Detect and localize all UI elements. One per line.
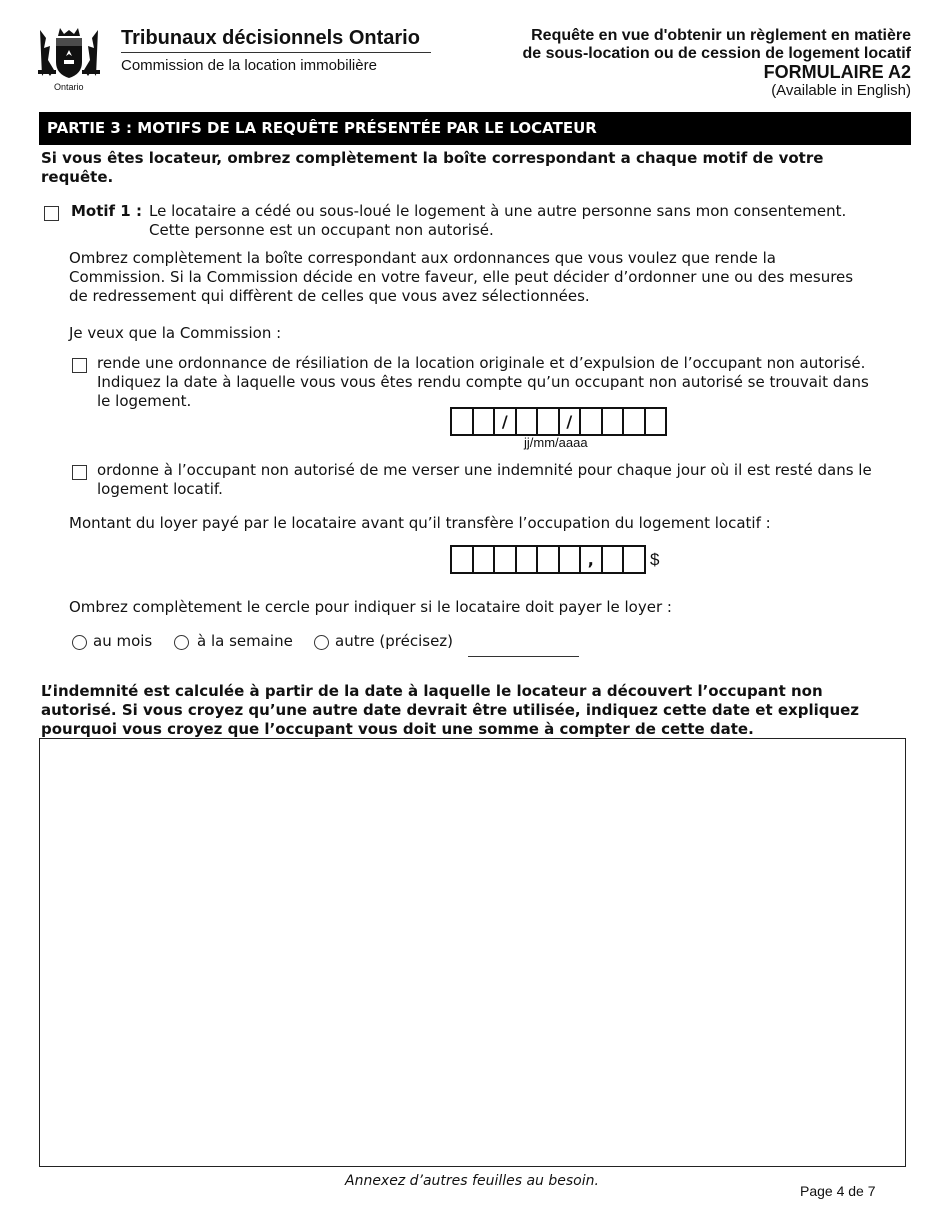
form-id: FORMULAIRE A2	[763, 62, 911, 82]
indemnity-line1: L’indemnité est calculée à partir de la date à laquelle le locateur a découvert l’occupant non	[41, 682, 823, 700]
period-monthly-radio[interactable]	[72, 635, 87, 650]
option-compensation-checkbox[interactable]	[72, 465, 87, 480]
form-title-line2: de sous-location ou de cession de logement locatif	[522, 45, 911, 62]
part-instruction-line1: Si vous êtes locateur, ombrez complètement la boîte correspondant a chaque motif de votre	[41, 149, 824, 167]
date-cell[interactable]	[646, 409, 668, 434]
amount-cell[interactable]	[560, 547, 582, 572]
option1-line1: rende une ordonnance de résiliation de la location originale et d’expulsion de l’occupant non autorisé.	[97, 354, 866, 372]
motif1-checkbox[interactable]	[44, 206, 59, 221]
amount-cell[interactable]	[517, 547, 539, 572]
part-title-bar: PARTIE 3 : MOTIFS DE LA REQUÊTE PRÉSENTÉE PAR LE LOCATEUR	[39, 112, 911, 145]
page-number: Page 4 de 7	[800, 1183, 876, 1199]
date-cell[interactable]	[624, 409, 646, 434]
option1-line3: le logement.	[97, 392, 192, 410]
organization-name: Tribunaux décisionnels Ontario	[121, 27, 420, 49]
orders-intro-line2: Commission. Si la Commission décide en votre faveur, elle peut décider d’ordonner une ou des mesures	[69, 268, 854, 286]
indemnity-line3: pourquoi vous croyez que l’occupant vous doit une somme à compter de cette date.	[41, 720, 754, 738]
option-termination-text	[97, 354, 869, 411]
period-weekly-label: à la semaine	[197, 632, 293, 650]
period-other-input[interactable]	[468, 656, 579, 657]
date-cell[interactable]	[452, 409, 474, 434]
amount-cell[interactable]	[474, 547, 496, 572]
orders-intro	[69, 249, 853, 306]
date-separator: /	[560, 409, 582, 434]
explanation-textarea[interactable]	[39, 738, 906, 1167]
motif1-text	[149, 202, 846, 240]
motif1-label: Motif 1 :	[71, 202, 142, 220]
orders-intro-line1: Ombrez complètement la boîte correspondant aux ordonnances que vous voulez que rende la	[69, 249, 776, 267]
option2-line1: ordonne à l’occupant non autorisé de me verser une indemnité pour chaque jour où il est resté dans le	[97, 461, 872, 479]
option-termination-checkbox[interactable]	[72, 358, 87, 373]
amount-cell[interactable]	[624, 547, 646, 572]
date-format-hint: jj/mm/aaaa	[524, 435, 588, 450]
option1-line2: Indiquez la date à laquelle vous vous êtes rendu compte qu’un occupant non autorisé se trouvait dans	[97, 373, 869, 391]
period-monthly-label: au mois	[93, 632, 153, 650]
indemnity-instruction	[41, 682, 859, 739]
option-compensation-text	[97, 461, 872, 499]
period-weekly-radio[interactable]	[174, 635, 189, 650]
form-title-line1: Requête en vue d'obtenir un règlement en matière	[531, 27, 911, 44]
part-instruction-line2: requête.	[41, 168, 114, 186]
amount-cell[interactable]	[495, 547, 517, 572]
orders-intro-line3: de redressement qui diffèrent de celles que vous avez sélectionnées.	[69, 287, 590, 305]
form-header	[522, 27, 911, 99]
amount-cell[interactable]	[603, 547, 625, 572]
date-cell[interactable]	[581, 409, 603, 434]
logo-caption: Ontario	[54, 82, 84, 92]
want-label: Je veux que la Commission :	[69, 324, 282, 342]
rent-amount-field[interactable]	[450, 545, 646, 574]
date-cell[interactable]	[538, 409, 560, 434]
date-separator: /	[495, 409, 517, 434]
amount-cell[interactable]	[538, 547, 560, 572]
date-cell[interactable]	[517, 409, 539, 434]
footer-note: Annexez d’autres feuilles au besoin.	[345, 1173, 599, 1189]
rent-label: Montant du loyer payé par le locataire avant qu’il transfère l’occupation du logement locatif :	[69, 514, 771, 532]
period-other-radio[interactable]	[314, 635, 329, 650]
date-cell[interactable]	[603, 409, 625, 434]
discovery-date-field[interactable]	[450, 407, 667, 436]
amount-comma: ,	[581, 547, 603, 572]
organization-subtitle: Commission de la location immobilière	[121, 57, 377, 74]
header-divider	[121, 52, 431, 53]
period-label: Ombrez complètement le cercle pour indiquer si le locataire doit payer le loyer :	[69, 598, 672, 616]
motif1-line1: Le locataire a cédé ou sous-loué le logement à une autre personne sans mon consentement.	[149, 202, 847, 220]
option2-line2: logement locatif.	[97, 480, 223, 498]
motif1-line2: Cette personne est un occupant non autorisé.	[149, 221, 494, 239]
amount-cell[interactable]	[452, 547, 474, 572]
date-cell[interactable]	[474, 409, 496, 434]
part-instruction	[41, 149, 823, 187]
indemnity-line2: autorisé. Si vous croyez qu’une autre date devrait être utilisée, indiquez cette date et expliquez	[41, 701, 860, 719]
period-other-label: autre (précisez)	[335, 632, 454, 650]
available-in-english: (Available in English)	[771, 82, 911, 99]
currency-symbol: $	[650, 550, 660, 569]
